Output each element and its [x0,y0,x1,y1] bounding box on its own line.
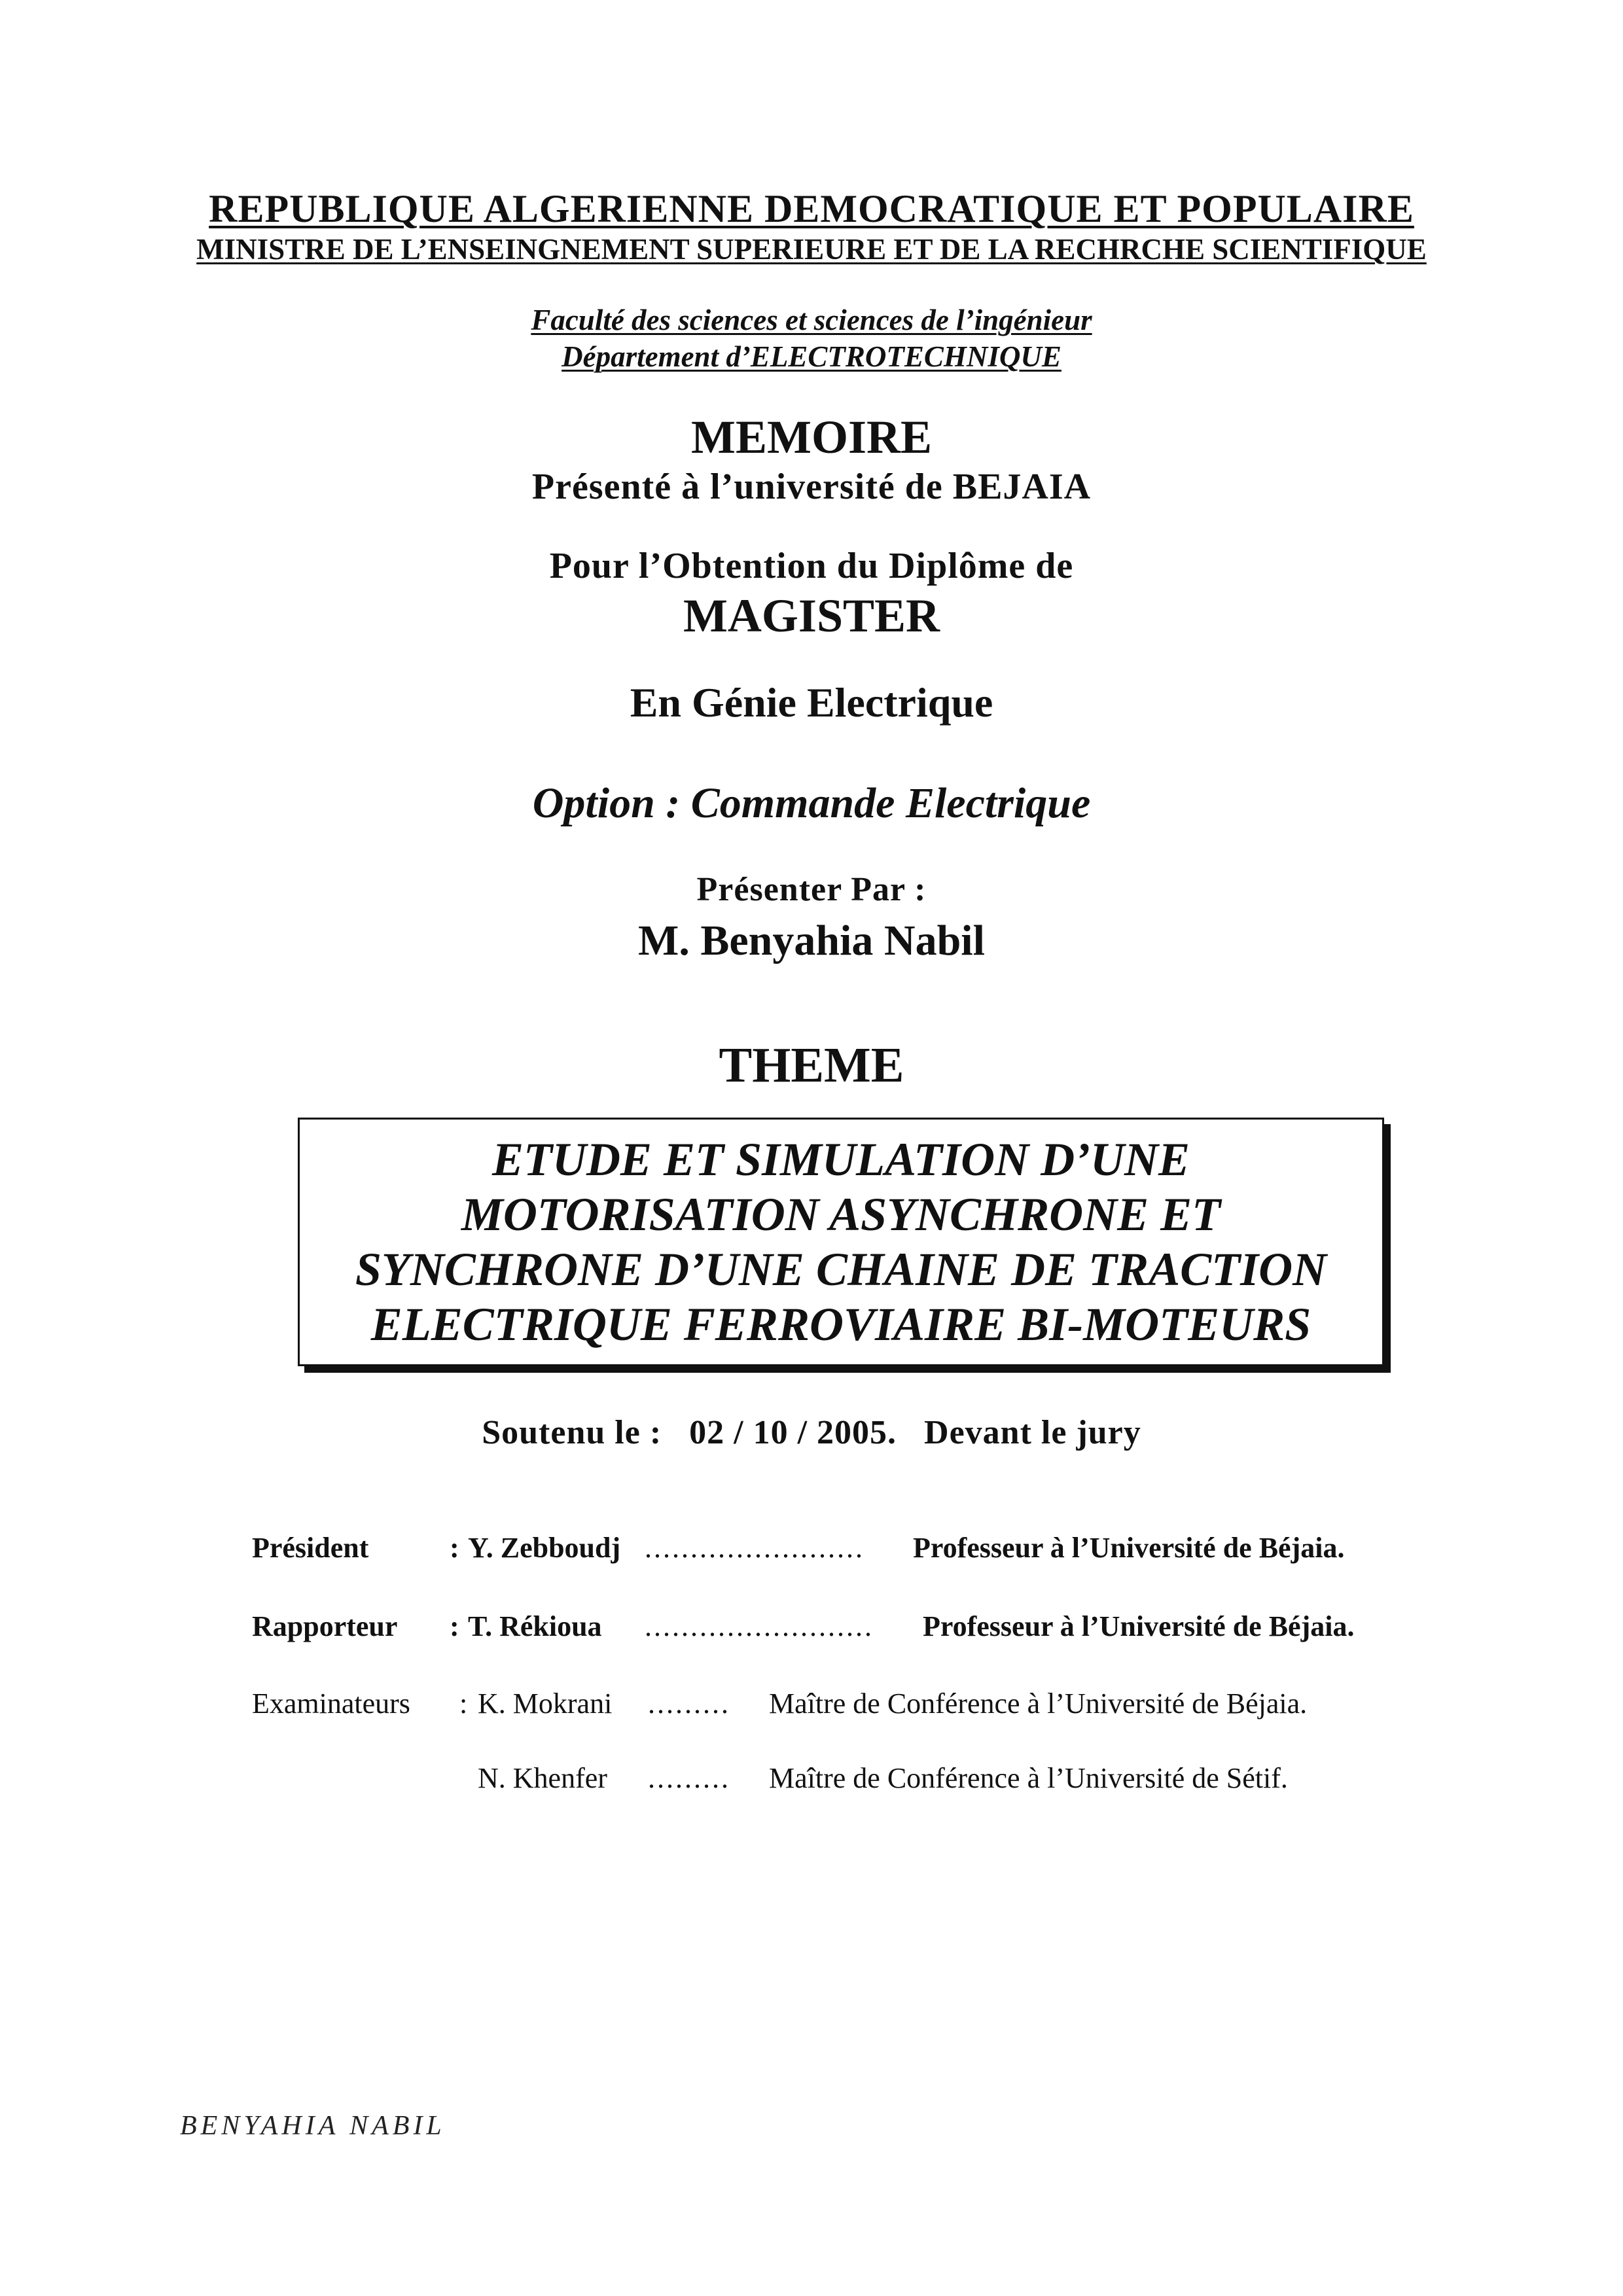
theme-label: THEME [719,1038,904,1093]
faculty-heading: Faculté des sciences et sciences de l’ingénieur [531,304,1092,336]
defense-suffix: Devant le jury [924,1414,1141,1451]
diploma-name: MAGISTER [683,590,940,642]
jury-role: Président [252,1532,369,1564]
jury-role: Rapporteur [252,1610,398,1642]
study-option: Option : Commande Electrique [532,779,1091,827]
jury-name: Y. Zebboudj [468,1532,621,1564]
defense-date: 02 / 10 / 2005. [689,1414,897,1451]
author-name: M. Benyahia Nabil [638,917,985,964]
ministry-heading: MINISTRE DE L’ENSEINGNEMENT SUPERIEURE ET DE LA RECHRCHE SCIENTIFIQUE [196,233,1427,266]
jury-role: Examinateurs [252,1687,410,1720]
jury-colon: : [450,1610,459,1642]
presented-to: Présenté à l’université de BEJAIA [531,467,1092,507]
defense-line [0,1413,1623,1452]
jury-affiliation: Professeur à l’Université de Béjaia. [913,1532,1345,1564]
theme-title-line: ELECTRIQUE FERROVIAIRE BI-MOTEURS [370,1298,1311,1351]
field-of-study: En Génie Electrique [630,679,993,726]
jury-name: N. Khenfer [478,1762,607,1794]
jury-affiliation: Maître de Conférence à l’Université de Béjaia. [769,1687,1308,1720]
jury-name: K. Mokrani [478,1687,613,1720]
theme-title-line: ETUDE ET SIMULATION D’UNE [491,1133,1190,1186]
jury-dots: ......................... [645,1610,874,1642]
jury-affiliation: Maître de Conférence à l’Université de Sétif. [769,1762,1288,1794]
theme-title-line: SYNCHRONE D’UNE CHAINE DE TRACTION [355,1243,1327,1296]
department-heading: Département d’ELECTROTECHNIQUE [562,340,1061,373]
jury-name: T. Rékioua [468,1610,602,1642]
jury-dots: ........................ [645,1532,865,1564]
jury-affiliation: Professeur à l’Université de Béjaia. [923,1610,1355,1642]
jury-dots: ......... [648,1687,730,1720]
document-type: MEMOIRE [691,411,932,463]
obtention-line: Pour l’Obtention du Diplôme de [549,546,1074,586]
jury-dots: ......... [648,1762,730,1794]
theme-title-line: MOTORISATION ASYNCHRONE ET [461,1188,1221,1241]
presenter-label: Présenter Par : [696,871,927,908]
jury-colon: : [459,1687,468,1720]
defense-label: Soutenu le : [482,1414,662,1451]
footer-author-signature: BENYAHIA NABIL [180,2111,446,2141]
republic-heading: REPUBLIQUE ALGERIENNE DEMOCRATIQUE ET POPULAIRE [209,187,1414,230]
jury-colon: : [450,1532,459,1564]
theme-title-box [298,1118,1384,1366]
